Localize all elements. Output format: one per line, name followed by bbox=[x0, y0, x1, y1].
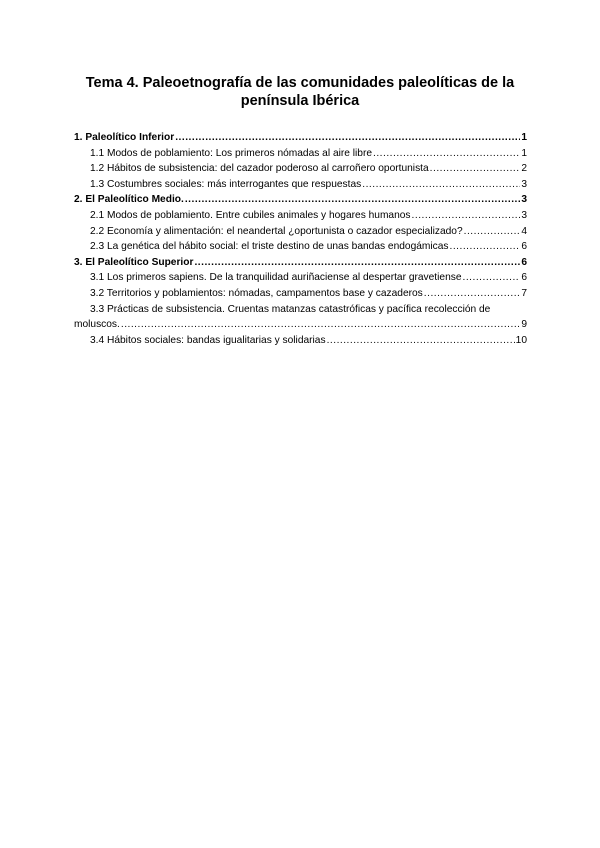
toc-item-label-continued: moluscos. bbox=[74, 319, 120, 331]
toc-page-number: 7 bbox=[521, 287, 527, 299]
toc-page-number: 9 bbox=[521, 319, 527, 331]
dot-leader bbox=[362, 177, 520, 193]
toc-page-number: 6 bbox=[521, 272, 527, 284]
dot-leader bbox=[464, 224, 521, 240]
dot-leader bbox=[450, 239, 521, 255]
toc-page-number: 3 bbox=[521, 178, 527, 190]
toc-section-label: 2. El Paleolítico Medio. bbox=[74, 194, 184, 206]
toc-page-number: 2 bbox=[521, 163, 527, 175]
toc-section-label: 1. Paleolítico Inferior bbox=[74, 132, 175, 143]
toc-item-label: 2.2 Economía y alimentación: el neandertal ¿oportunista o cazador especializado? bbox=[90, 225, 463, 237]
toc-section-label: 3. El Paleolítico Superior bbox=[74, 256, 194, 268]
toc-item-3-4[interactable] bbox=[74, 333, 527, 349]
toc-page-number: 1 bbox=[521, 147, 527, 159]
toc-page-number: 3 bbox=[521, 194, 527, 206]
dot-leader bbox=[424, 286, 521, 302]
toc-page-number: 10 bbox=[515, 334, 527, 346]
dot-leader bbox=[194, 255, 520, 271]
toc-item-1-3[interactable] bbox=[74, 177, 527, 193]
toc-item-label: 2.3 La genética del hábito social: el triste destino de unas bandas endogámicas bbox=[90, 241, 449, 253]
dot-leader bbox=[185, 192, 521, 208]
toc-item-label: 1.2 Hábitos de subsistencia: del cazador poderoso al carroñero oportunista bbox=[90, 163, 429, 175]
toc-item-2-3[interactable] bbox=[74, 239, 527, 255]
toc-page-number: 3 bbox=[521, 209, 527, 221]
toc-page-number: 6 bbox=[521, 256, 527, 268]
toc-item-3-3[interactable] bbox=[74, 302, 527, 333]
toc-item-2-2[interactable] bbox=[74, 224, 527, 240]
dot-leader bbox=[463, 270, 521, 286]
toc-item-label: 1.1 Modos de poblamiento: Los primeros nómadas al aire libre bbox=[90, 147, 373, 159]
toc-item-label: 3.1 Los primeros sapiens. De la tranquilidad auriñaciense al despertar gravetiense bbox=[90, 272, 462, 284]
toc-item-1-2[interactable] bbox=[74, 161, 527, 177]
toc-section-2[interactable] bbox=[74, 192, 527, 208]
dot-leader bbox=[430, 161, 521, 177]
dot-leader bbox=[373, 146, 520, 162]
dot-leader bbox=[327, 333, 515, 349]
dot-leader bbox=[412, 208, 521, 224]
toc-item-continuation bbox=[74, 317, 527, 333]
toc-item-2-1[interactable] bbox=[74, 208, 527, 224]
toc-item-label: 2.1 Modos de poblamiento. Entre cubiles animales y hogares humanos bbox=[90, 209, 411, 221]
dot-leader bbox=[175, 130, 520, 146]
toc-section-1[interactable] bbox=[74, 130, 527, 146]
toc-item-label: 1.3 Costumbres sociales: más interrogantes que respuestas bbox=[90, 178, 362, 190]
toc-item-1-1[interactable] bbox=[74, 146, 527, 162]
toc-item-label: 3.4 Hábitos sociales: bandas igualitarias y solidarias bbox=[90, 334, 326, 346]
toc-item-3-1[interactable] bbox=[74, 270, 527, 286]
document-title: Tema 4. Paleoetnografía de las comunidades paleolíticas de la península Ibérica bbox=[85, 75, 515, 109]
toc-item-label: 3.3 Prácticas de subsistencia. Cruentas matanzas catastróficas y pacífica recolección de bbox=[90, 303, 491, 315]
toc-page-number: 6 bbox=[521, 241, 527, 253]
toc-item-label: 3.2 Territorios y poblamientos: nómadas, campamentos base y cazaderos bbox=[90, 287, 423, 299]
toc-section-3[interactable] bbox=[74, 255, 527, 271]
toc-page-number: 1 bbox=[521, 132, 527, 143]
toc-item-3-2[interactable] bbox=[74, 286, 527, 302]
toc-page-number: 4 bbox=[521, 225, 527, 237]
dot-leader bbox=[121, 317, 520, 333]
table-of-contents bbox=[74, 130, 527, 348]
